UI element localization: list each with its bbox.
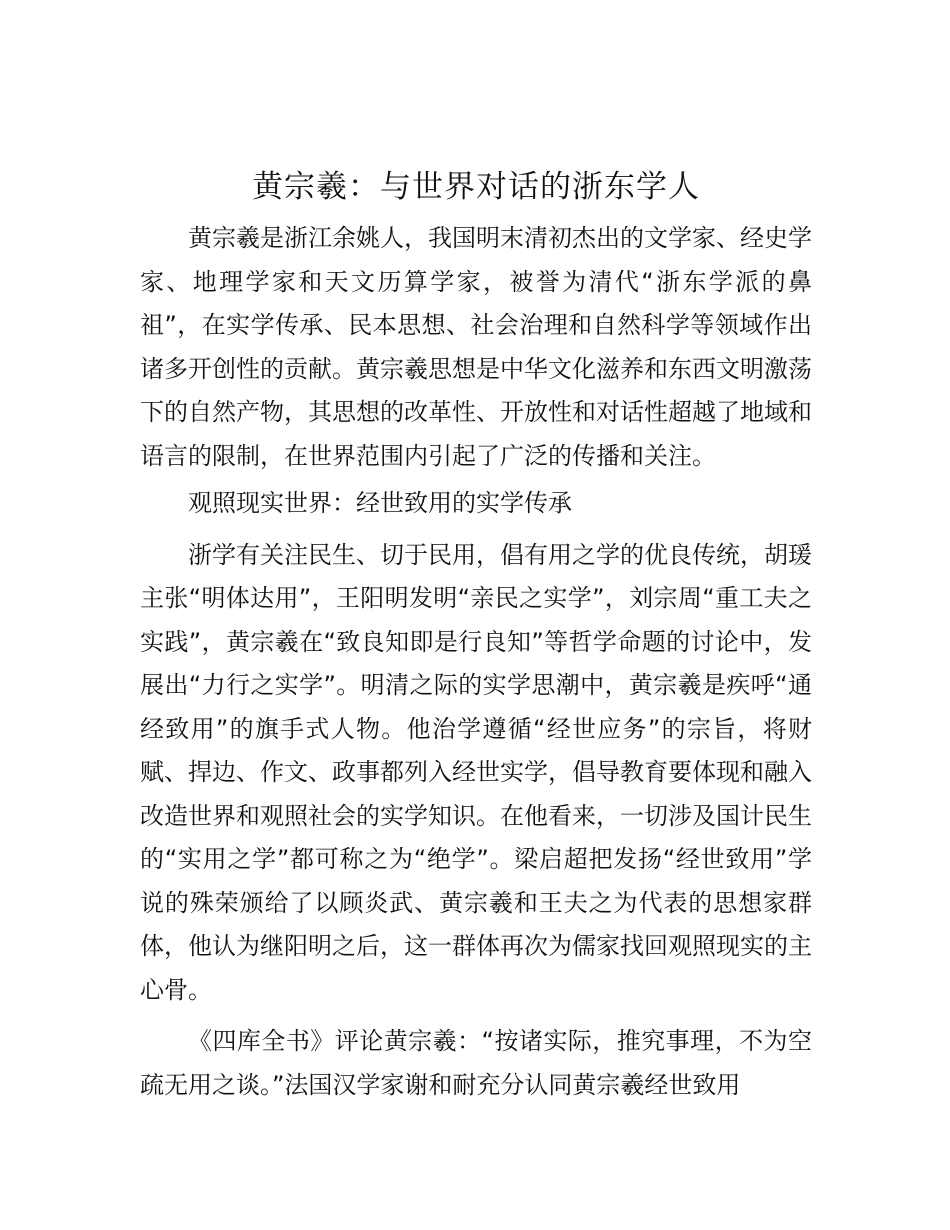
body-paragraph: 《四库全书》评论黄宗羲：“按诸实际，推究事理，不为空疏无用之谈。”法国汉学家谢和耐充分认同黄宗羲经世致用	[140, 1027, 812, 1099]
section-heading: 观照现实世界：经世致用的实学传承	[188, 489, 572, 517]
document-title: 黄宗羲：与世界对话的浙东学人	[252, 169, 700, 205]
document-page	[140, 165, 812, 1107]
intro-paragraph: 黄宗羲是浙江余姚人，我国明末清初杰出的文学家、经史学家、地理学家和天文历算学家，被誉为清代“浙东学派的鼻祖”，在实学传承、民本思想、社会治理和自然科学等领域作出诸多开创性的贡献。黄宗羲思想是中华文化滋养和东西文明激荡下的自然产物，其思想的改革性、开放性和对话性超越了地域和语言的限制，在世界范围内引起了广泛的传播和关注。	[140, 224, 812, 470]
body-paragraph: 浙学有关注民生、切于民用，倡有用之学的优良传统，胡瑗主张“明体达用”，王阳明发明“亲民之实学”，刘宗周“重工夫之实践”，黄宗羲在“致良知即是行良知”等哲学命题的讨论中，发展出“力行之实学”。明清之际的实学思潮中，黄宗羲是疾呼“通经致用”的旗手式人物。他治学遵循“经世应务”的宗旨，将财赋、捍边、作文、政事都列入经世实学，倡导教育要体现和融入改造世界和观照社会的实学知识。在他看来，一切涉及国计民生的“实用之学”都可称之为“绝学”。梁启超把发扬“经世致用”学说的殊荣颁给了以顾炎武、黄宗羲和王夫之为代表的思想家群体，他认为继阳明之后，这一群体再次为儒家找回观照现实的主心骨。	[140, 540, 812, 1004]
